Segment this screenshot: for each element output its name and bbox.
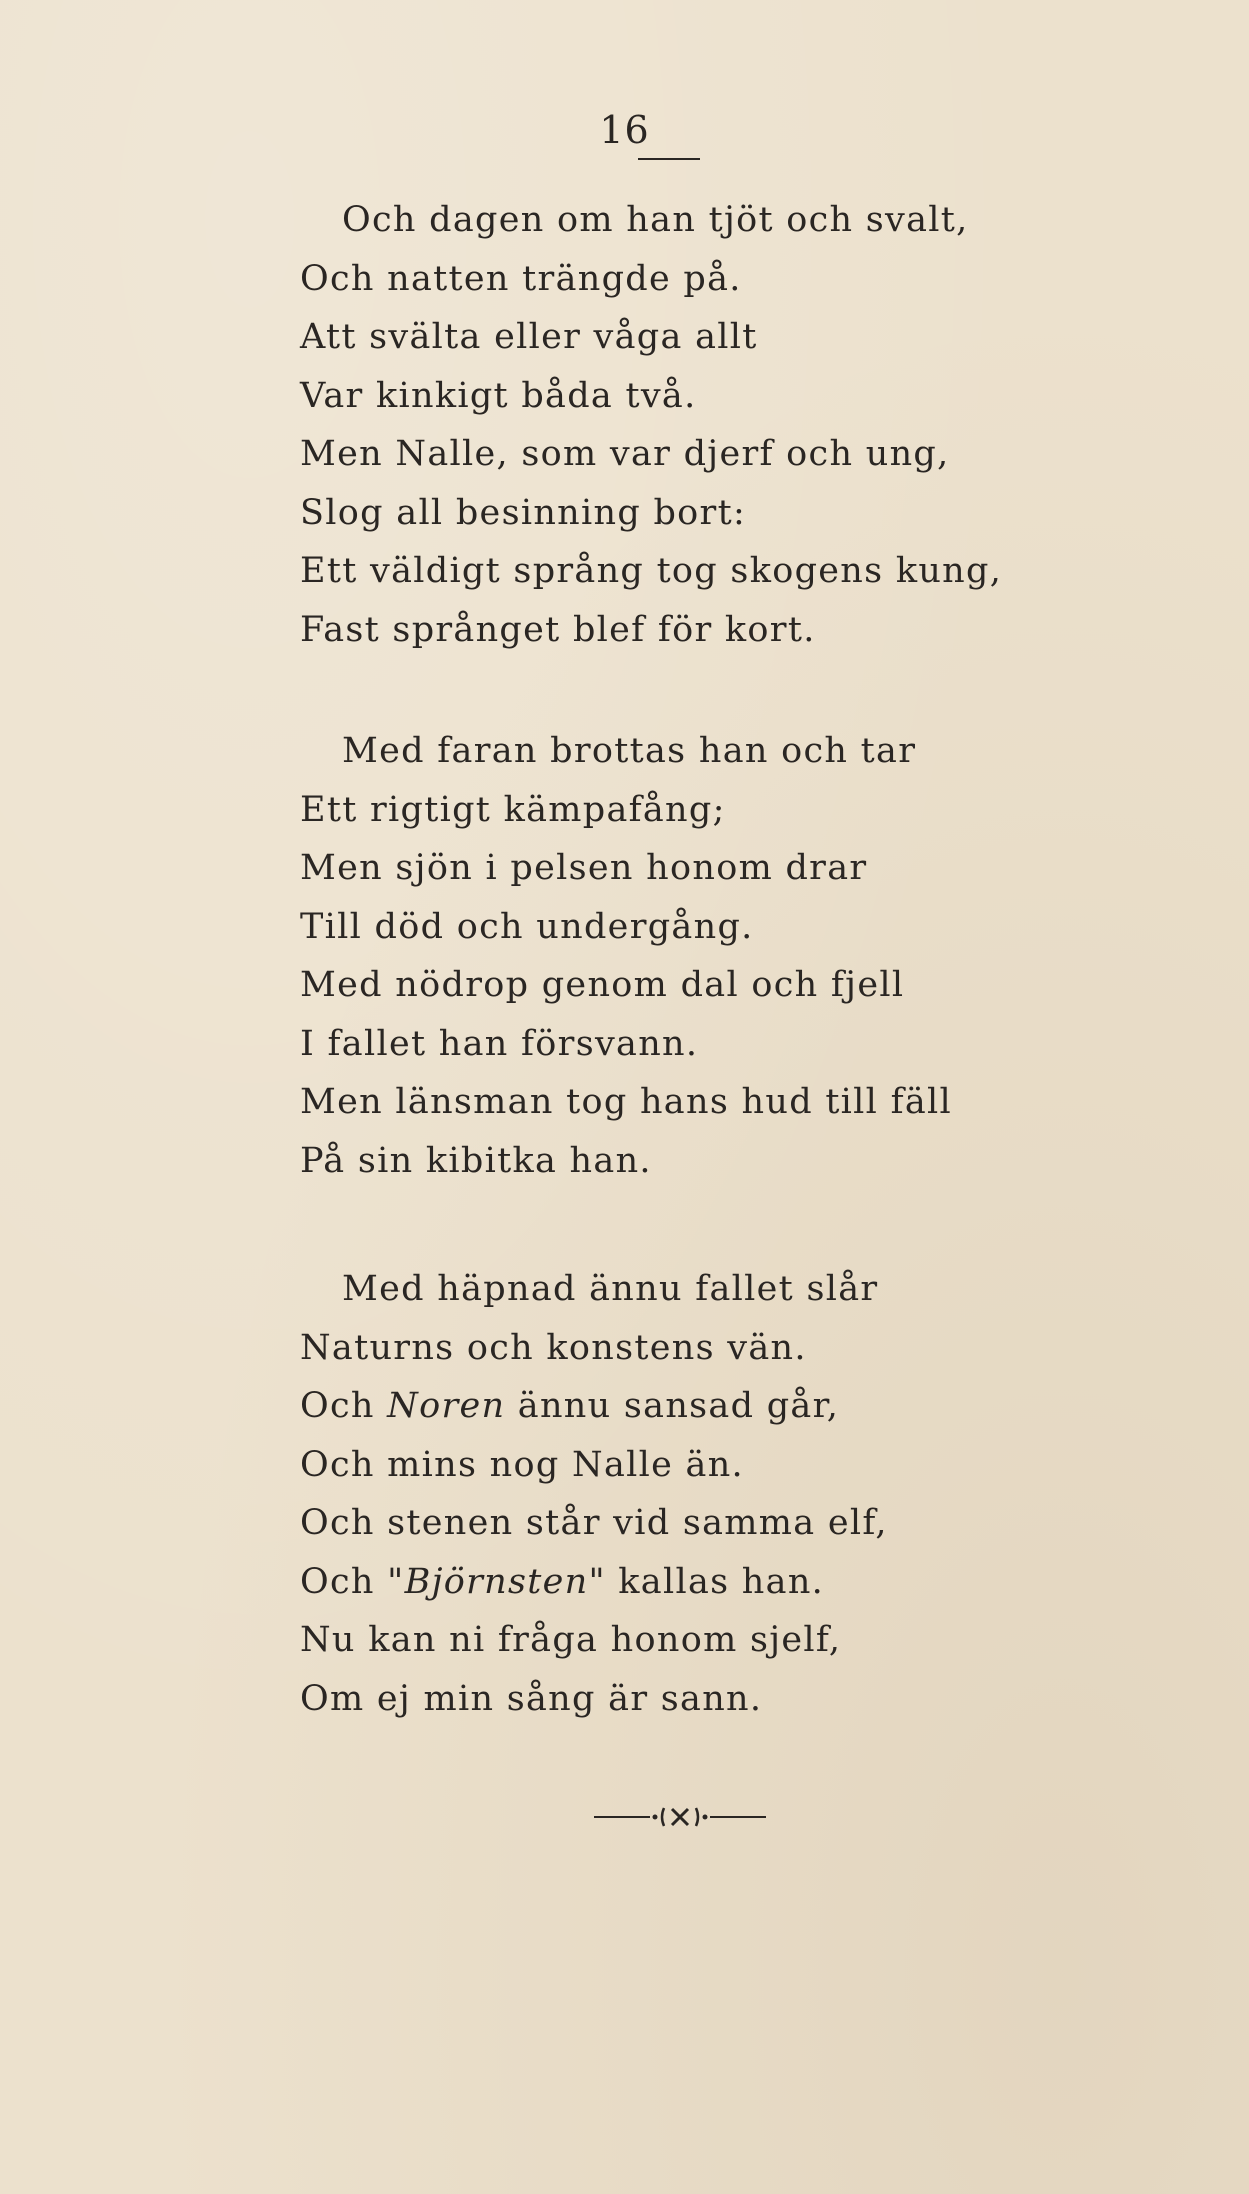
verse-line: I fallet han försvann. <box>300 1023 699 1064</box>
verse-line: Till död och undergång. <box>300 906 754 947</box>
stanza-3 <box>300 1260 1120 1728</box>
verse-line: Fast språnget blef för kort. <box>300 609 816 650</box>
verse-line: Men sjön i pelsen honom drar <box>300 848 868 888</box>
verse-text: ännu sansad går, <box>505 1386 840 1426</box>
verse-line: Med nödrop genom dal och fjell <box>300 965 905 1005</box>
verse-line: Men länsman tog hans hud till fäll <box>300 1082 952 1122</box>
verse-line: Och mins nog Nalle än. <box>300 1444 744 1485</box>
verse-line <box>300 1377 1120 1436</box>
verse-line: Ett rigtigt kämpafång; <box>300 789 726 830</box>
verse-line: Var kinkigt båda två. <box>300 375 697 416</box>
verse-line <box>300 1553 1120 1612</box>
page-number-underline <box>638 158 700 160</box>
verse-line: Nu kan ni fråga honom sjelf, <box>300 1620 842 1660</box>
italic-name: Noren <box>387 1386 506 1426</box>
verse-line: Men Nalle, som var djerf och ung, <box>300 434 950 474</box>
stanza-2 <box>300 722 1120 1190</box>
end-ornament-icon <box>592 1802 768 1832</box>
verse-line: På sin kibitka han. <box>300 1140 652 1181</box>
page-number: 16 <box>599 108 650 152</box>
verse-line: Och stenen står vid samma elf, <box>300 1503 888 1543</box>
verse-line: Naturns och konstens vän. <box>300 1327 807 1368</box>
verse-line: Att svälta eller våga allt <box>300 317 758 357</box>
verse-line: Och natten trängde på. <box>300 258 742 299</box>
verse-text: Och <box>300 1386 388 1426</box>
verse-line: Med häpnad ännu fallet slår <box>342 1269 879 1309</box>
verse-line: Och dagen om han tjöt och svalt, <box>342 200 969 240</box>
verse-line: Om ej min sång är sann. <box>300 1678 763 1719</box>
verse-line: Ett väldigt språng tog skogens kung, <box>300 551 1003 591</box>
verse-line: Med faran brottas han och tar <box>342 731 917 771</box>
verse-line: Slog all besinning bort: <box>300 492 747 533</box>
stanza-1 <box>300 191 1120 659</box>
verse-text: " kallas han. <box>588 1561 825 1602</box>
verse-text: Och " <box>300 1561 405 1602</box>
italic-name: Björnsten <box>404 1561 589 1602</box>
